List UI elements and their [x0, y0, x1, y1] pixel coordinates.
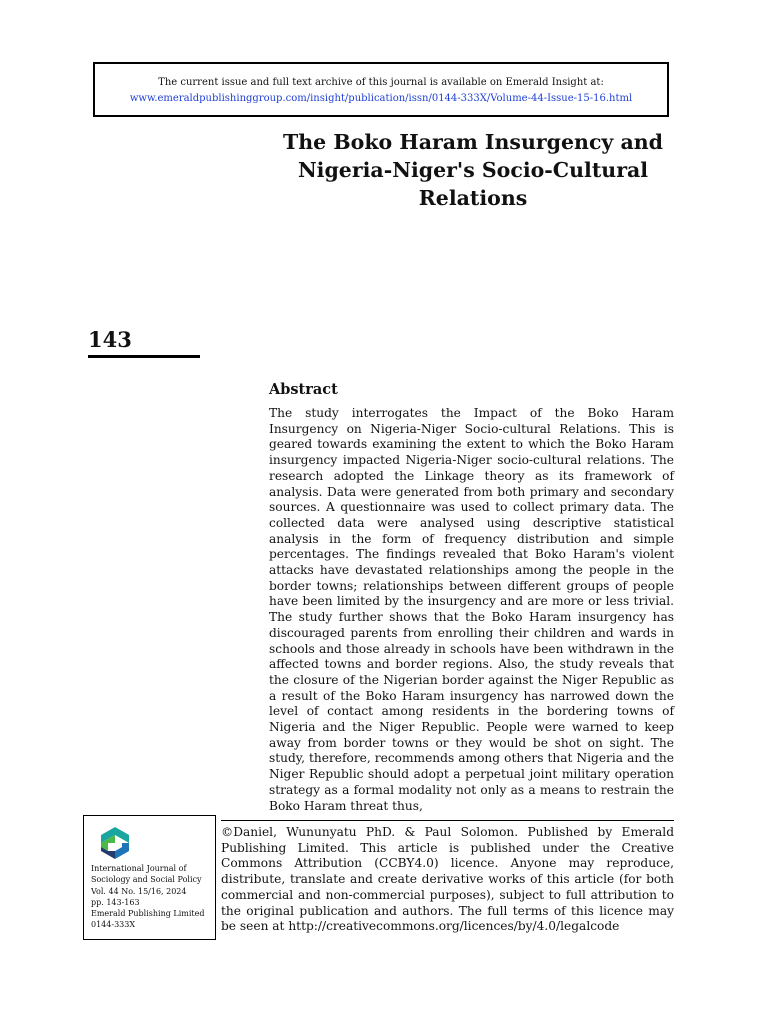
- journal-info-line: Emerald Publishing Limited: [91, 909, 205, 919]
- journal-info-line: 0144-333X: [91, 920, 136, 930]
- archive-notice-box: [93, 62, 669, 117]
- journal-info: [91, 863, 213, 931]
- emerald-logo-icon: [98, 826, 132, 860]
- title-line: The Boko Haram Insurgency and: [283, 130, 663, 154]
- page-number: 143: [88, 327, 200, 358]
- abstract-heading: Abstract: [269, 381, 338, 398]
- license-block: [221, 820, 674, 935]
- title-line: Nigeria-Niger's Socio-Cultural: [297, 158, 649, 182]
- license-text: ©Daniel, Wununyatu PhD. & Paul Solomon. Published by Emerald Publishing Limited. This article is published under the Creative Commons Attribution (CCBY4.0) licence. Anyone may reproduce, distribute, translate and create derivative works of this article (for both commercial and non-commercial purposes), subject to full attribution to the original publication and authors. The full terms of this licence may be seen at http://creativecommons.org/licences/by/4.0/legalcode: [221, 825, 674, 934]
- journal-info-line: Sociology and Social Policy: [91, 875, 202, 885]
- journal-info-box: [83, 815, 216, 940]
- journal-info-line: Vol. 44 No. 15/16, 2024: [91, 886, 187, 896]
- article-title: [270, 128, 676, 212]
- journal-info-line: International Journal of: [91, 864, 187, 873]
- journal-info-line: pp. 143-163: [91, 897, 140, 907]
- archive-link[interactable]: www.emeraldpublishinggroup.com/insight/publication/issn/0144-333X/Volume-44-Issue-15-16.html: [129, 93, 633, 104]
- title-line: Relations: [418, 186, 528, 210]
- abstract-body: The study interrogates the Impact of the Boko Haram Insurgency on Nigeria-Niger Socio-cultural Relations. This is geared towards examining the extent to which the Boko Haram insurgency impacted Nigeria-Niger socio-cultural relations. The research adopted the Linkage theory as its framework of analysis. Data were generated from both primary and secondary sources. A questionnaire was used to collect primary data. The collected data were analysed using descriptive statistical analysis in the form of frequency distribution and simple percentages. The findings revealed that Boko Haram's violent attacks have devastated relationships among the people in the border towns; relationships between different groups of people have been limited by the insurgency and are more or less trivial. The study further shows that the Boko Haram insurgency has discouraged parents from enrolling their children and wards in schools and those already in schools have been withdrawn in the affected towns and border regions. Also, the study reveals that the closure of the Nigerian border against the Niger Republic as a result of the Boko Haram insurgency has narrowed down the level of contact among residents in the bordering towns of Nigeria and the Niger Republic. People were warned to keep away from border towns or they would be shot on sight. The study, therefore, recommends among others that Nigeria and the Niger Republic should adopt a perpetual joint military operation strategy as a formal modality not only as a means to restrain the Boko Haram threat thus,: [269, 406, 674, 813]
- archive-notice-text: The current issue and full text archive of this journal is available on Emerald Insight at:: [158, 77, 604, 88]
